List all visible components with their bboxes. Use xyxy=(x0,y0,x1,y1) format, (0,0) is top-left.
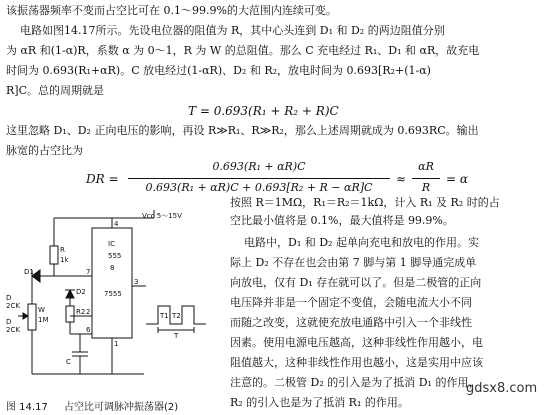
duty-eq-approx: ≈ xyxy=(396,172,407,186)
period-equation: T = 0.693(R₁ + R₂ + R)C xyxy=(188,104,339,118)
watermark: gdsx8.com xyxy=(466,381,538,396)
left-label-d2: D xyxy=(6,318,12,326)
left-label-2ck-2: 2CK xyxy=(6,326,20,334)
pin4-label: 4 xyxy=(114,220,119,228)
pin1-label: 1 xyxy=(114,340,119,348)
text-line-5: R]C。总的周期就是 xyxy=(6,84,104,97)
pot-label: W xyxy=(38,306,45,314)
duty-eq-ratio-num: αR xyxy=(418,160,434,173)
figure-caption: 占空比可调脉冲振荡器(2) xyxy=(64,402,179,413)
right-text-10: 注意的。二极管 D₂ 的引入是为了抵消 D₁ 的作用， xyxy=(230,376,480,389)
right-text-9: 阻值越大，这种非线性作用也越小，这是实用中应该 xyxy=(230,356,483,369)
right-text-4: 际上 D₂ 不存在也会由第 7 脚与第 1 脚导通完成单 xyxy=(230,256,477,269)
left-label-d1: D xyxy=(6,294,12,302)
text-line-7: 脉宽的占空比为 xyxy=(6,144,83,157)
right-text-11: R₂ 的引入也是为了抵消 R₁ 的作用。 xyxy=(230,396,409,409)
duty-eq-ratio-bar xyxy=(412,178,440,179)
duty-eq-fraction-bar xyxy=(128,178,390,179)
d1-label: D1 xyxy=(24,268,34,276)
right-text-3: 电路中，D₁ 和 D₂ 起单向充电和放电的作用。实 xyxy=(244,236,479,249)
duty-eq-denominator: 0.693(R₁ + αR)C + 0.693[R₂ + R − αR]C xyxy=(145,181,373,194)
pin6-label: 6 xyxy=(86,326,91,334)
text-line-2: 电路如图14.17所示。先设电位器的阻值为 R，其中心头连到 D₁ 和 D₂ 的两边阻值分别 xyxy=(20,24,445,37)
circuit-diagram xyxy=(4,206,224,392)
text-line-3: 为 αR 和(1-α)R，系数 α 为 0～1，R 为 W 的总阻值。那么 C 充电经过 R₁、D₁ 和 αR，故充电 xyxy=(6,44,480,57)
duty-eq-ratio-den: R xyxy=(421,181,431,194)
r1-value-label: 1k xyxy=(60,256,69,264)
pin2-label: 2 xyxy=(86,308,91,316)
right-text-2: 空比最小值将是 0.1%，最大值将是 99.9%。 xyxy=(230,214,454,227)
ic-part-label: 7555 xyxy=(104,290,122,298)
t2-label: T2 xyxy=(172,312,181,320)
vcc-label: Vcc 5～15V xyxy=(142,212,182,220)
figure-number: 图 14.17 xyxy=(6,402,48,413)
text-line-4: 时间为 0.693(R₁+αR)。C 放电经过(1-αR)、D₂ 和 R₂，放电时间为 0.693[R₂+(1-α) xyxy=(6,64,431,77)
capacitor-label: C xyxy=(66,358,71,366)
ic-label: IC xyxy=(108,240,115,248)
right-text-6: 电压降并非是一个固定不变值，会随电流大小不同 xyxy=(230,296,472,309)
r1-label: R xyxy=(60,246,65,254)
r2-label: R2 xyxy=(76,308,86,316)
pot-value-label: 1M xyxy=(38,316,49,324)
right-text-5: 向放电，仅有 D₁ 存在就可以了。但是二极管的正向 xyxy=(230,276,482,289)
duty-eq-lhs: DR = xyxy=(86,172,119,186)
text-line-1: 该振荡器频率不变而占空比可在 0.1～99.9%的大范围内连续可变。 xyxy=(6,4,337,17)
left-label-2ck-1: 2CK xyxy=(6,302,20,310)
right-text-8: 因素。使用电源电压越高，这种非线性作用越小，电 xyxy=(230,336,483,349)
text-line-6: 这里忽略 D₁、D₂ 正向电压的影响，再设 R≫R₁、R≫R₂，那么上述周期就成为 0.693RC。输出 xyxy=(6,124,479,137)
right-text-7: 而随之改变，这就使充放电通路中引入一个非线性 xyxy=(230,316,472,329)
d2-label: D2 xyxy=(76,288,86,296)
ic-number-label: 555 xyxy=(108,252,122,260)
ic-pin8-label: 8 xyxy=(110,264,115,272)
pin3-label: 3 xyxy=(134,278,139,286)
duty-eq-rhs: = α xyxy=(446,172,468,186)
t1-label: T1 xyxy=(160,312,169,320)
pin7-label: 7 xyxy=(86,268,91,276)
period-label: T xyxy=(174,332,179,340)
duty-eq-numerator: 0.693(R₁ + αR)C xyxy=(212,160,306,173)
right-text-1: 按照 R＝1MΩ，R₁＝R₂＝1kΩ，计入 R₁ 及 R₂ 时的占 xyxy=(230,196,500,209)
